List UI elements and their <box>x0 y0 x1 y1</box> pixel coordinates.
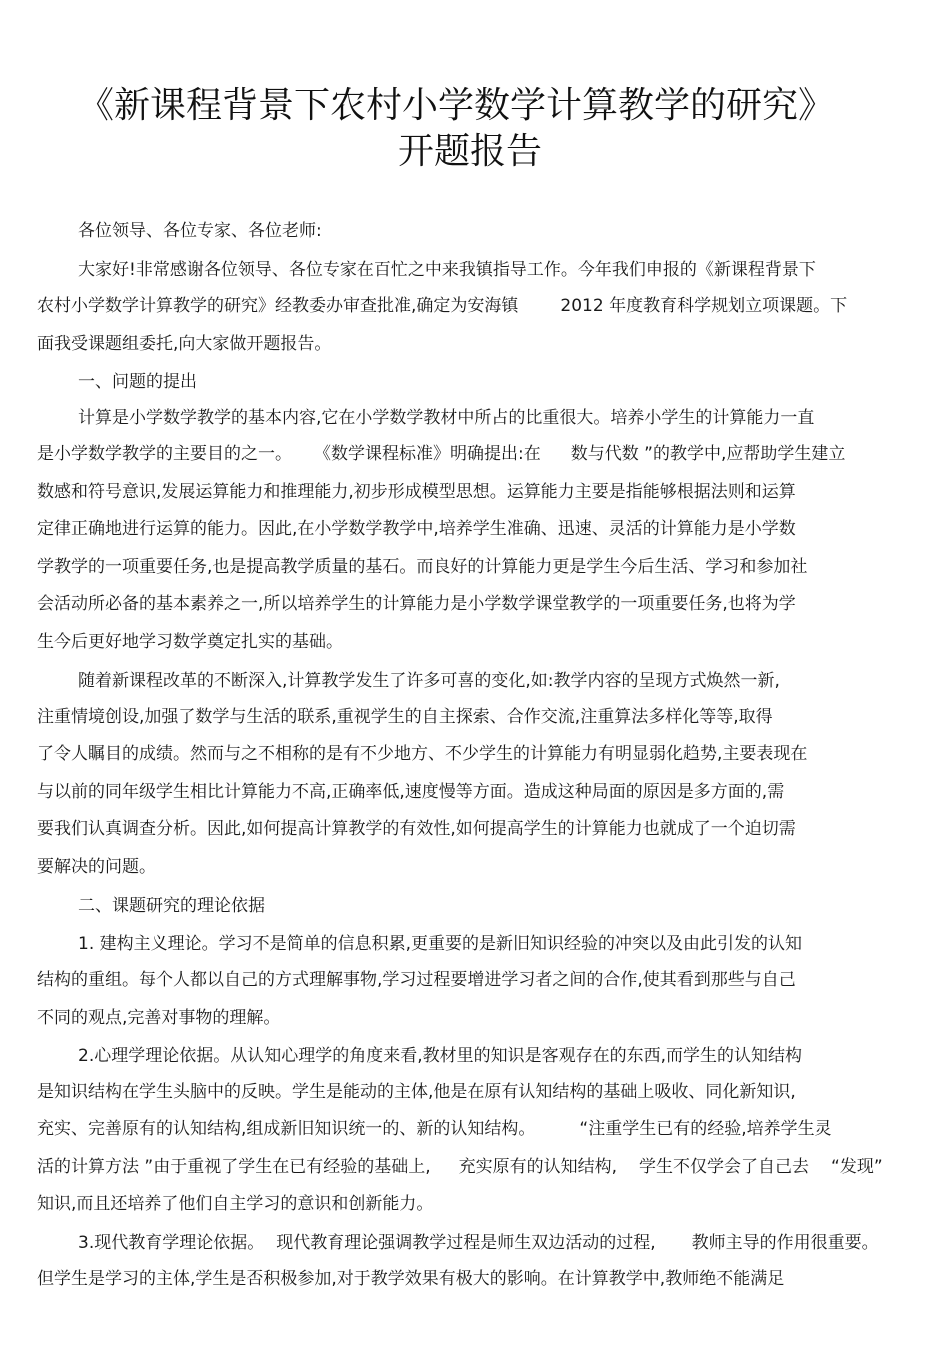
text-line: 1. 建构主义理论。学习不是简单的信息积累,更重要的是新旧知识经验的冲突以及由此引发的认知 <box>78 934 803 954</box>
text-segment: 农村小学数学计算教学的研究》经教委办审查批准,确定为安海镇 <box>37 296 519 316</box>
text-line: 要解决的问题。 <box>37 857 156 877</box>
text-line: 定律正确地进行运算的能力。因此,在小学数学教学中,培养学生准确、迅速、灵活的计算能力是小学数 <box>37 519 796 539</box>
text-line: 要我们认真调查分析。因此,如何提高计算教学的有效性,如何提高学生的计算能力也就成了一个迫切需 <box>37 819 796 839</box>
section-heading: 二、课题研究的理论依据 <box>78 896 265 916</box>
text-line <box>37 442 845 466</box>
text-line: 面我受课题组委托,向大家做开题报告。 <box>37 334 332 354</box>
text-line: 注重情境创设,加强了数学与生活的联系,重视学生的自主探索、合作交流,注重算法多样化等等,取得 <box>37 707 773 727</box>
text-line: 与以前的同年级学生相比计算能力不高,正确率低,速度慢等方面。造成这种局面的原因是多方面的,需 <box>37 782 785 802</box>
text-line: 学教学的一项重要任务,也是提高教学质量的基石。而良好的计算能力更是学生今后生活、学习和参加社 <box>37 557 808 577</box>
text-segment: 《数学课程标准》明确提出:在 <box>314 444 541 464</box>
text-segment: 活的计算方法 ”由于重视了学生在已有经验的基础上, <box>37 1157 431 1177</box>
text-segment: “注重学生已有的经验,培养学生灵 <box>579 1119 832 1139</box>
text-line: 2.心理学理论依据。从认知心理学的角度来看,教材里的知识是客观存在的东西,而学生的认知结构 <box>78 1046 803 1066</box>
text-segment: 学生不仅学会了自己去 <box>639 1157 810 1177</box>
document-subtitle: 开题报告 <box>398 131 543 172</box>
text-line: 计算是小学数学教学的基本内容,它在小学数学教材中所占的比重很大。培养小学生的计算能力一直 <box>78 408 815 428</box>
text-line <box>37 294 847 318</box>
text-segment: 2012 年度教育科学规划立项课题。下 <box>560 296 848 316</box>
text-line: 大家好!非常感谢各位领导、各位专家在百忙之中来我镇指导工作。今年我们申报的《新课程背景下 <box>78 260 816 280</box>
text-segment: “发现” <box>831 1157 883 1177</box>
text-line: 随着新课程改革的不断深入,计算教学发生了许多可喜的变化,如:教学内容的呈现方式焕然一新, <box>78 671 780 691</box>
text-segment: 数与代数 ”的教学中,应帮助学生建立 <box>570 444 846 464</box>
text-line: 知识,而且还培养了他们自主学习的意识和创新能力。 <box>37 1194 434 1214</box>
text-segment: 充实、完善原有的认知结构,组成新旧知识统一的、新的认知结构。 <box>37 1119 536 1139</box>
text-segment: 3.现代教育学理论依据。 <box>78 1233 265 1253</box>
text-segment: 教师主导的作用很重要。 <box>691 1233 879 1253</box>
text-line <box>37 1117 832 1141</box>
text-line: 但学生是学习的主体,学生是否积极参加,对于教学效果有极大的影响。在计算教学中,教师绝不能满足 <box>37 1269 785 1289</box>
text-segment: 是小学数学教学的主要目的之一。 <box>37 444 292 464</box>
text-line: 生今后更好地学习数学奠定扎实的基础。 <box>37 632 343 652</box>
text-line: 结构的重组。每个人都以自己的方式理解事物,学习过程要增进学习者之间的合作,使其看到那些与自己 <box>37 970 796 990</box>
text-line <box>78 1231 879 1255</box>
text-line: 会活动所必备的基本素养之一,所以培养学生的计算能力是小学数学课堂教学的一项重要任务,也将为学 <box>37 594 796 614</box>
text-line: 了令人瞩目的成绩。然而与之不相称的是有不少地方、不少学生的计算能力有明显弱化趋势,主要表现在 <box>37 744 808 764</box>
text-line: 不同的观点,完善对事物的理解。 <box>37 1008 281 1028</box>
text-line: 数感和符号意识,发展运算能力和推理能力,初步形成模型思想。运算能力主要是指能够根据法则和运算 <box>37 482 796 502</box>
text-segment: 充实原有的认知结构, <box>458 1157 618 1177</box>
document-title: 《新课程背景下农村小学数学计算教学的研究》 <box>78 85 835 126</box>
text-segment: 现代教育理论强调教学过程是师生双边活动的过程, <box>276 1233 656 1253</box>
text-line: 是知识结构在学生头脑中的反映。学生是能动的主体,他是在原有认知结构的基础上吸收、同化新知识, <box>37 1082 796 1102</box>
text-line: 各位领导、各位专家、各位老师: <box>78 221 322 241</box>
section-heading: 一、问题的提出 <box>78 372 197 392</box>
text-line <box>37 1155 883 1179</box>
